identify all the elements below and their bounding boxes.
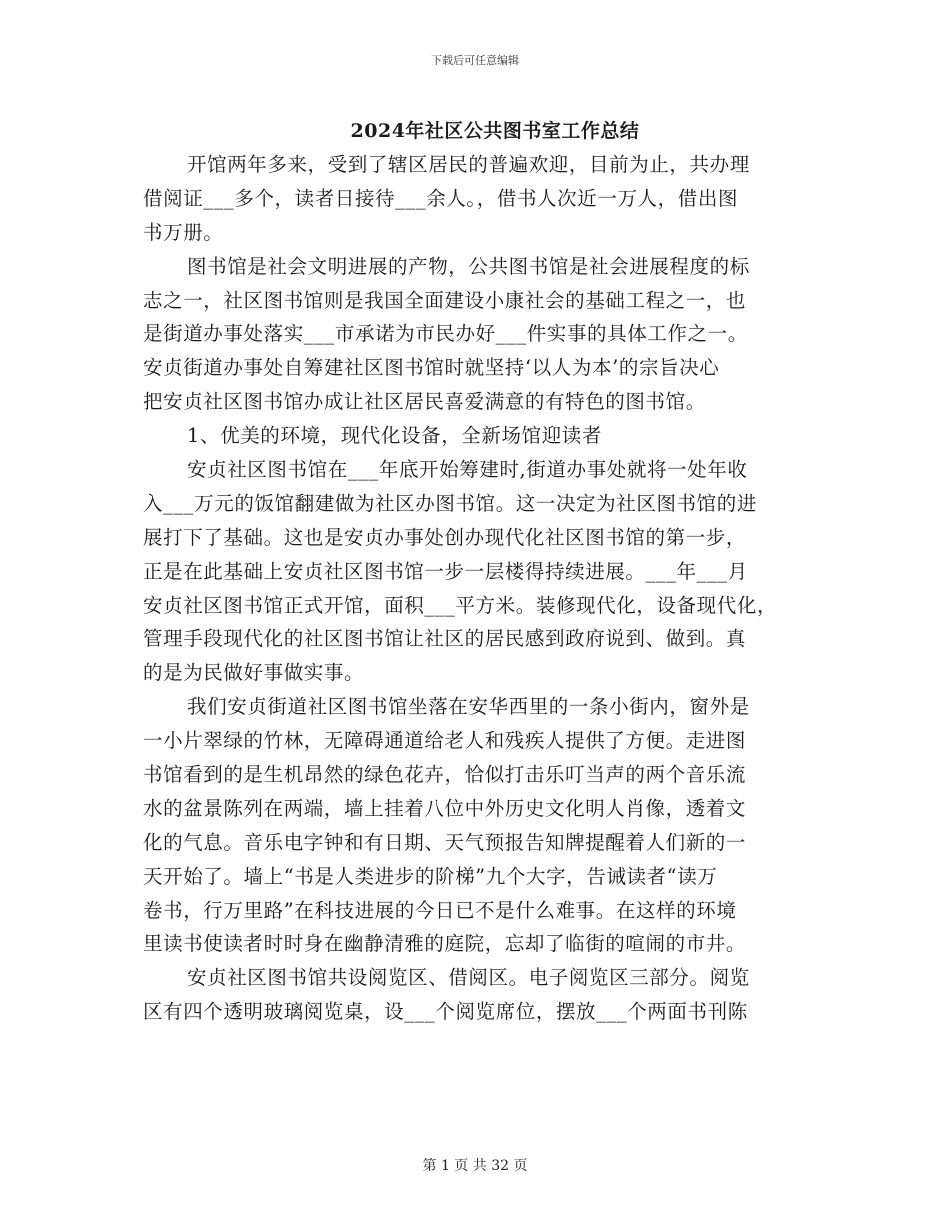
text-line: 安贞街道办事处自筹建社区图书馆时就坚持‘以人为本’的宗旨决心	[143, 356, 720, 380]
text-line: 展打下了基础。这也是安贞办事处创办现代化社区图书馆的第一步，	[143, 525, 747, 549]
text-line: 1、优美的环境，现代化设备，全新场馆迎读者	[187, 424, 603, 448]
text-line: 是街道办事处落实___市承诺为市民办好___件实事的具体工作之一。	[143, 322, 748, 346]
text-line: 书馆看到的是生机昂然的绿色花卉，恰似打击乐叮当声的两个音乐流	[143, 763, 747, 787]
text-line: 一小片翠绿的竹林，无障碍通道给老人和残疾人提供了方便。走进图	[143, 729, 747, 753]
text-line: 入___万元的饭馆翻建做为社区办图书馆。这一决定为社区图书馆的进	[143, 491, 757, 515]
text-line: 天开始了。墙上“书是人类进步的阶梯”九个大字，告诫读者“读万	[143, 864, 718, 888]
header-note: 下载后可任意编辑	[431, 54, 519, 67]
document-body	[143, 148, 823, 1029]
text-line: 开馆两年多来，受到了辖区居民的普遍欢迎，目前为止，共办理	[187, 153, 750, 176]
text-line: 把安贞社区图书馆办成让社区居民喜爱满意的有特色的图书馆。	[143, 390, 706, 414]
text-line: 卷书，行万里路”在科技进展的今日已不是什么难事。在这样的环境	[143, 898, 737, 922]
text-line: 安贞社区图书馆正式开馆，面积___平方米。装修现代化，设备现代化，	[143, 593, 778, 617]
text-line: 化的气息。音乐电字钟和有日期、天气预报告知牌提醒着人们新的一	[143, 830, 747, 854]
text-line: 区有四个透明玻璃阅览桌，设___个阅览席位，摆放___个两面书刊陈	[143, 1000, 748, 1024]
text-line: 的是为民做好事做实事。	[143, 661, 365, 685]
page-number-footer: 第 1 页 共 32 页	[422, 1158, 528, 1174]
text-line: 借阅证___多个，读者日接待___余人。，借书人次近一万人，借出图	[143, 186, 739, 210]
text-line: 水的盆景陈列在两端，墙上挂着八位中外历史文化明人肖像，透着文	[143, 796, 747, 820]
text-line: 管理手段现代化的社区图书馆让社区的居民感到政府说到、做到。真	[143, 627, 747, 651]
text-line: 里读书使读者时时身在幽静清雅的庭院，忘却了临街的喧闹的市井。	[143, 932, 747, 956]
text-line: 安贞社区图书馆共设阅览区、借阅区。电子阅览区三部分。阅览	[187, 966, 750, 990]
text-line: 志之一，社区图书馆则是我国全面建设小康社会的基础工程之一，也	[143, 288, 747, 312]
text-line: 图书馆是社会文明进展的产物，公共图书馆是社会进展程度的标	[187, 254, 750, 278]
text-line: 安贞社区图书馆在___年底开始筹建时,街道办事处就将一处年收	[187, 458, 748, 482]
text-line: 正是在此基础上安贞社区图书馆一步一层楼得持续进展。___年___月	[143, 559, 748, 583]
document-title: 2024年社区公共图书室工作总结	[350, 120, 640, 142]
text-line: 我们安贞街道社区图书馆坐落在安华西里的一条小街内，窗外是	[187, 695, 750, 719]
text-line: 书万册。	[143, 220, 224, 244]
